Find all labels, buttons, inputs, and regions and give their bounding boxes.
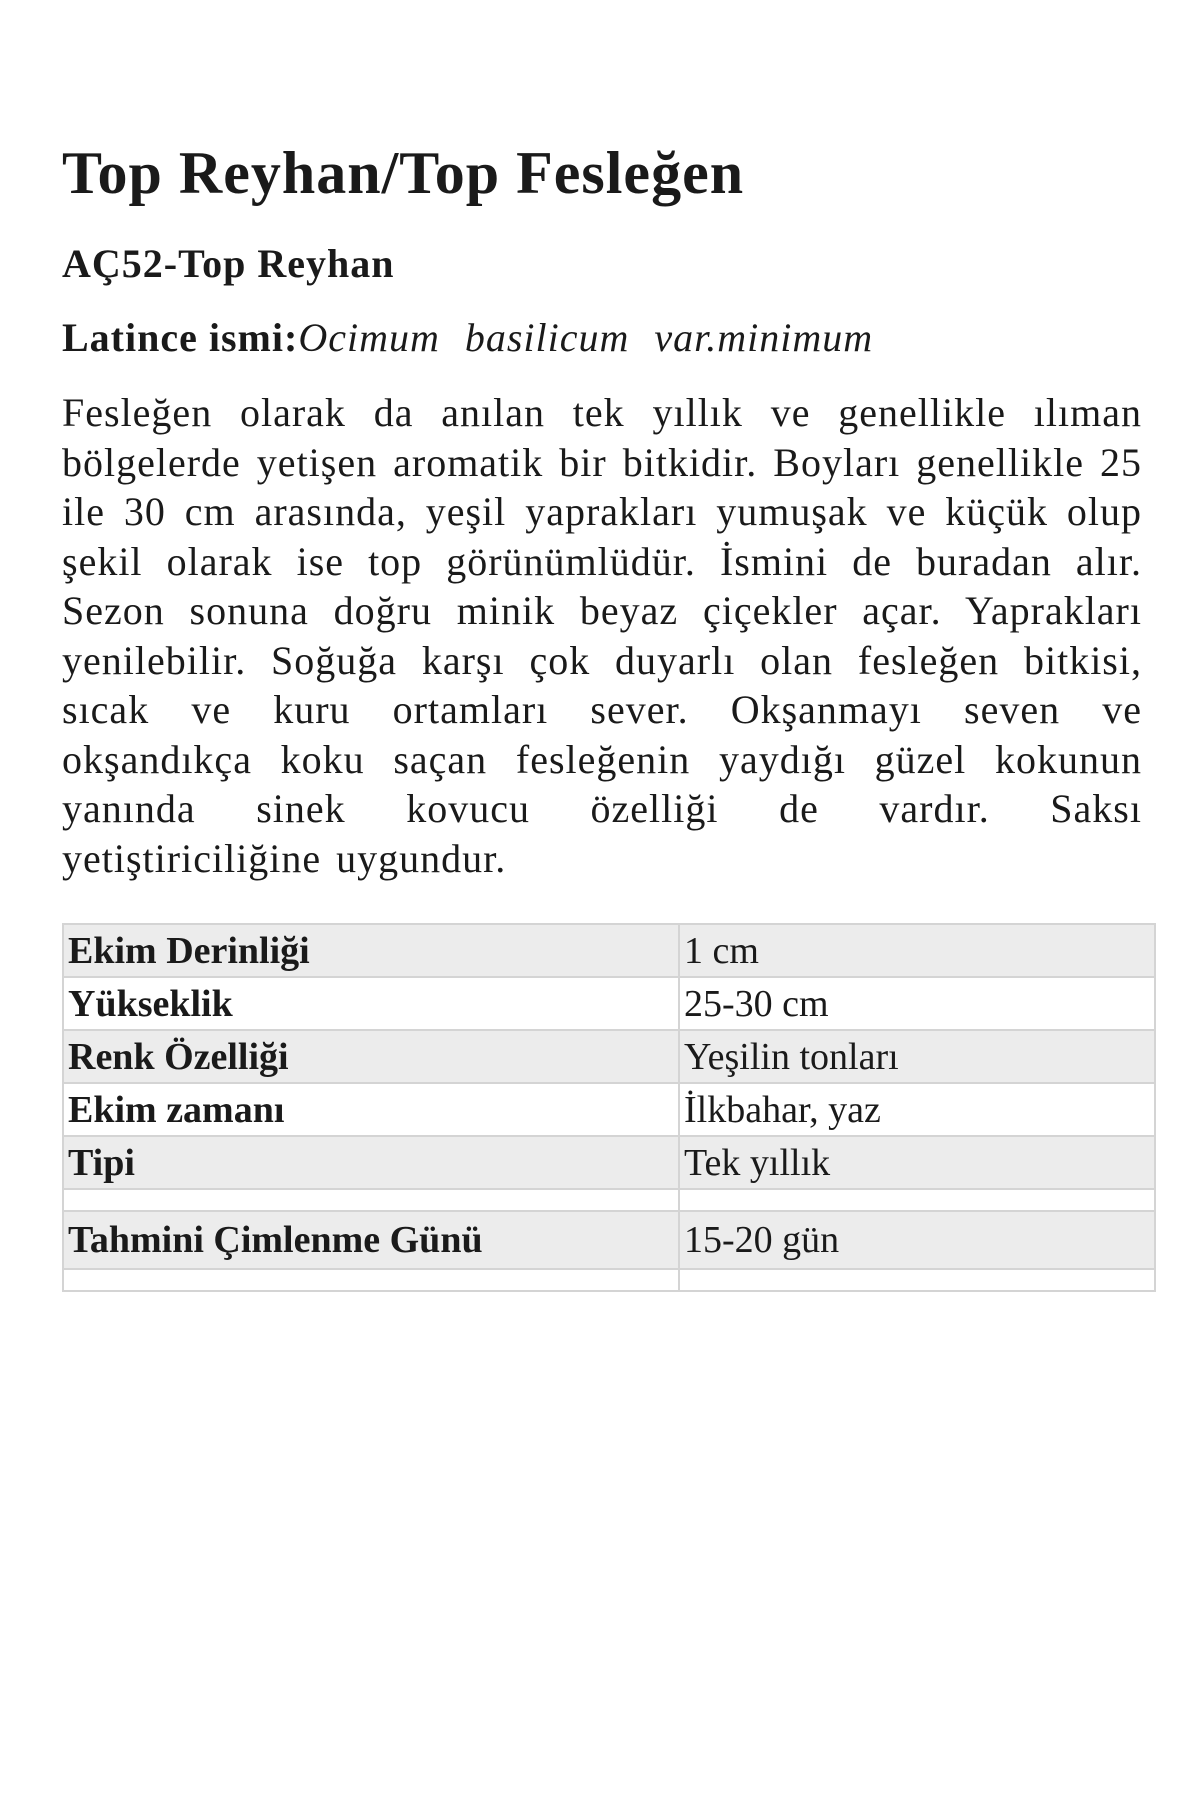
empty-cell	[63, 1189, 679, 1211]
table-row	[63, 924, 1155, 977]
latin-name-label: Latince ismi:	[62, 315, 299, 360]
empty-cell	[679, 1269, 1155, 1291]
table-row	[63, 1211, 1155, 1269]
properties-table	[62, 923, 1156, 1292]
table-spacer-row	[63, 1269, 1155, 1291]
description-paragraph: Fesleğen olarak da anılan tek yıllık ve genellikle ılıman bölgelerde yetişen aromatik bir bitkidir. Boyları genellikle 25 ile 30 cm arasında, yeşil yaprakları yumuşak ve küçük olup şekil olarak ise top görünümlüdür. İsmini de buradan alır. Sezon sonuna doğru minik beyaz çiçekler açar. Yaprakları yenilebilir. Soğuğa karşı çok duyarlı olan fesleğen bitkisi, sıcak ve kuru ortamları sever. Okşanmayı seven ve okşandıkça koku saçan fesleğenin yaydığı güzel kokunun yanında sinek kovucu özelliği de vardır. Saksı yetiştiriciliğine uygundur.	[62, 390, 1142, 881]
table-row	[63, 1136, 1155, 1189]
row-value: 15-20 gün	[679, 1211, 1155, 1269]
row-label: Tahmini Çimlenme Günü	[63, 1211, 679, 1269]
row-value: 25-30 cm	[679, 977, 1155, 1030]
page-title: Top Reyhan/Top Fesleğen	[62, 140, 745, 206]
latin-name	[62, 314, 1142, 362]
row-value: İlkbahar, yaz	[679, 1083, 1155, 1136]
row-label: Yükseklik	[63, 977, 679, 1030]
table-row	[63, 1083, 1155, 1136]
table-row	[63, 1030, 1155, 1083]
row-value: 1 cm	[679, 924, 1155, 977]
row-label: Tipi	[63, 1136, 679, 1189]
document-page	[62, 140, 1142, 1292]
empty-cell	[679, 1189, 1155, 1211]
row-value: Tek yıllık	[679, 1136, 1155, 1189]
product-code: AÇ52-Top Reyhan	[62, 241, 395, 286]
empty-cell	[63, 1269, 679, 1291]
row-label: Renk Özelliği	[63, 1030, 679, 1083]
table-spacer-row	[63, 1189, 1155, 1211]
row-value: Yeşilin tonları	[679, 1030, 1155, 1083]
row-label: Ekim Derinliği	[63, 924, 679, 977]
table-row	[63, 977, 1155, 1030]
row-label: Ekim zamanı	[63, 1083, 679, 1136]
latin-name-value: Ocimum basilicum var.minimum	[298, 315, 874, 360]
